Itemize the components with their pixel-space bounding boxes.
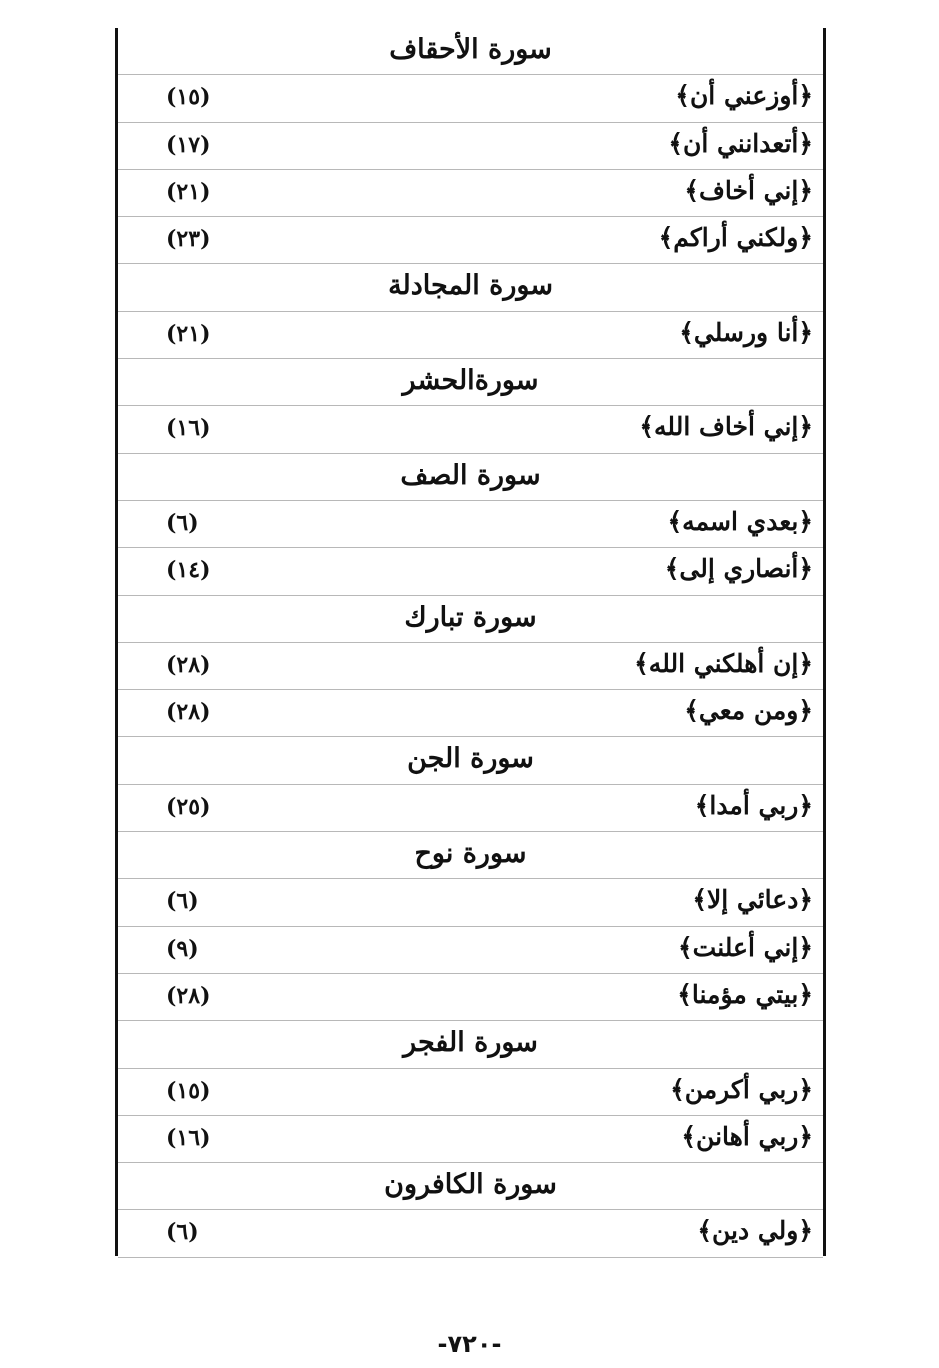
verse-number: (١٧) bbox=[166, 131, 211, 158]
quran-phrase: ﴿إني أخاف الله﴾ bbox=[639, 412, 813, 442]
index-entry-row bbox=[118, 123, 823, 170]
index-rows bbox=[118, 28, 823, 1258]
index-table bbox=[115, 28, 826, 1256]
surah-title: سورة الكافرون bbox=[384, 1169, 557, 1201]
verse-number: (١٦) bbox=[166, 1124, 211, 1151]
index-entry-row bbox=[118, 1069, 823, 1116]
index-entry-row bbox=[118, 406, 823, 453]
verse-number: (٦) bbox=[166, 1219, 199, 1246]
quran-phrase: ﴿أنا ورسلي﴾ bbox=[679, 317, 813, 347]
index-entry-row bbox=[118, 785, 823, 832]
surah-title: سورة الأحقاف bbox=[389, 34, 552, 65]
surah-title: سورة الجن bbox=[407, 743, 534, 775]
surah-title: سورة الصف bbox=[400, 459, 541, 491]
surah-heading-row bbox=[118, 28, 823, 75]
surah-heading-row bbox=[118, 1163, 823, 1210]
index-entry-row bbox=[118, 1116, 823, 1163]
quran-phrase: ﴿ربي أهانن﴾ bbox=[681, 1121, 813, 1151]
surah-title: سورة تبارك bbox=[404, 601, 537, 633]
quran-phrase: ﴿بعدي اسمه﴾ bbox=[667, 506, 813, 536]
index-entry-row bbox=[118, 217, 823, 264]
quran-phrase: ﴿ومن معي﴾ bbox=[684, 696, 813, 726]
surah-title: سورة نوح bbox=[414, 838, 527, 870]
verse-number: (٦) bbox=[166, 509, 199, 536]
index-entry-row bbox=[118, 312, 823, 359]
surah-title: سورة المجادلة bbox=[388, 270, 553, 302]
verse-number: (٢٣) bbox=[166, 226, 211, 253]
index-entry-row bbox=[118, 1210, 823, 1257]
index-entry-row bbox=[118, 974, 823, 1021]
index-entry-row bbox=[118, 690, 823, 737]
index-entry-row bbox=[118, 548, 823, 595]
verse-number: (١٦) bbox=[166, 415, 211, 442]
verse-number: (١٥) bbox=[166, 1077, 211, 1104]
page-number: -٧٢٠- bbox=[437, 1330, 502, 1358]
index-entry-row bbox=[118, 170, 823, 217]
surah-heading-row bbox=[118, 359, 823, 406]
verse-number: (٢١) bbox=[166, 320, 211, 347]
surah-heading-row bbox=[118, 737, 823, 784]
surah-heading-row bbox=[118, 1021, 823, 1068]
quran-phrase: ﴿ولي دين﴾ bbox=[697, 1216, 813, 1246]
verse-number: (١٤) bbox=[166, 557, 211, 584]
surah-heading-row bbox=[118, 454, 823, 501]
quran-phrase: ﴿دعائي إلا﴾ bbox=[692, 885, 813, 915]
verse-number: (٢١) bbox=[166, 178, 211, 205]
verse-number: (٦) bbox=[166, 888, 199, 915]
surah-heading-row bbox=[118, 832, 823, 879]
verse-number: (٩) bbox=[166, 935, 199, 962]
quran-phrase: ﴿ربي أكرمن﴾ bbox=[670, 1074, 813, 1104]
quran-phrase: ﴿ربي أمدا﴾ bbox=[694, 790, 813, 820]
surah-title: سورةالحشر bbox=[402, 365, 539, 397]
quran-phrase: ﴿أوزعني أن﴾ bbox=[675, 81, 813, 111]
index-entry-row bbox=[118, 75, 823, 122]
quran-phrase: ﴿إن أهلكني الله﴾ bbox=[634, 648, 813, 678]
verse-number: (١٥) bbox=[166, 84, 211, 111]
verse-number: (٢٥) bbox=[166, 793, 211, 820]
verse-number: (٢٨) bbox=[166, 651, 211, 678]
quran-phrase: ﴿أتعدانني أن﴾ bbox=[668, 128, 813, 158]
surah-title: سورة الفجر bbox=[403, 1027, 538, 1059]
quran-phrase: ﴿أنصاري إلى﴾ bbox=[664, 554, 813, 584]
quran-phrase: ﴿إني أخاف﴾ bbox=[684, 175, 813, 205]
verse-number: (٢٨) bbox=[166, 982, 211, 1009]
index-entry-row bbox=[118, 501, 823, 548]
index-entry-row bbox=[118, 643, 823, 690]
surah-heading-row bbox=[118, 264, 823, 311]
surah-heading-row bbox=[118, 596, 823, 643]
index-entry-row bbox=[118, 927, 823, 974]
quran-phrase: ﴿ولكني أراكم﴾ bbox=[658, 223, 813, 253]
index-entry-row bbox=[118, 879, 823, 926]
quran-phrase: ﴿إني أعلنت﴾ bbox=[678, 932, 813, 962]
verse-number: (٢٨) bbox=[166, 699, 211, 726]
quran-phrase: ﴿بيتي مؤمنا﴾ bbox=[677, 979, 813, 1009]
